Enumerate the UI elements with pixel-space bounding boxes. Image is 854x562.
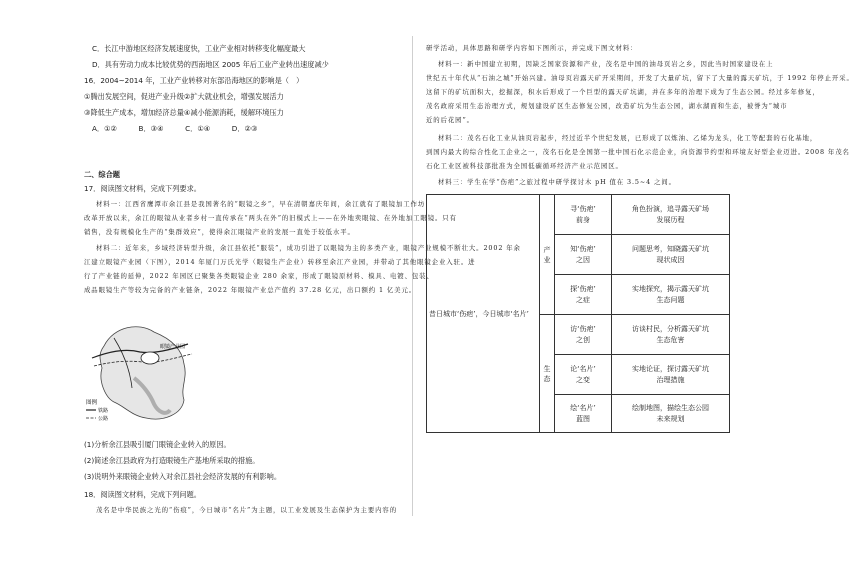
question-16: 16．2004~2014 年，工业产业转移对东部沿海地区的影响是（ ） bbox=[84, 76, 304, 85]
r-m2-line3: 石化工业区被科技部批准为全国低碳循环经济产业示范园区。 bbox=[426, 162, 623, 170]
option-c: C．长江中游地区经济发展速度快，工业产业相对转移变化幅度最大 bbox=[92, 44, 306, 53]
q17-m2-line1: 材料二：近年来，乡域经济转型升级，余江县依托“服装”，成功引进了以眼镜为主的多类产业，眼镜产业规模不断壮大。2002 年余 bbox=[96, 244, 521, 252]
q17-subq-1: (1)分析余江县吸引厦门眼镜企业转入的原因。 bbox=[84, 440, 231, 449]
r-top-line5: 茂名政府采用生态治理方式，规划建设矿区生态修复公园，改造矿坑为生态公园，湖水湖面和生态，被誉为“城市 bbox=[426, 102, 788, 110]
industrial-park-marker bbox=[141, 352, 159, 364]
r-top-line1: 研学活动，具体思路和研学内容如下图所示，并完成下图文材料： bbox=[426, 44, 638, 52]
table-ecology-cell: 生态 bbox=[540, 315, 555, 433]
table-step-6: 绘‘名片’ 蓝图 bbox=[555, 395, 612, 433]
q17-subq-2: (2)简述余江县政府为打造眼镜生产基地所采取的措施。 bbox=[84, 456, 260, 465]
legend-title: 图例 bbox=[86, 400, 98, 406]
table-task-3: 实地探究，揭示露天矿坑 生态问题 bbox=[612, 275, 730, 315]
q16-options: A．①② B．③④ C．①④ D．②③ bbox=[92, 124, 258, 133]
r-m2-line2: 到国内最大的综合性化工企业之一，茂名石化是全国第一批中国石化示范企业，向资源节约型和环境友好型企业迈进。2008 年茂名 bbox=[426, 148, 850, 156]
q17-m2-line4: 成品眼镜生产等较为完备的产业链条，2022 年眼镜产业总产值约 37.28 亿元，出口额约 1 亿美元。 bbox=[84, 286, 417, 294]
table-task-6: 绘制地图，描绘生态公园 未来规划 bbox=[612, 395, 730, 433]
r-top-line4: 这留下的矿坑面积大，挖掘深，积水后形成了一个巨型的露天矿坑湖，并在多年的治理下成为了生态公园。经过多年修复， bbox=[426, 88, 820, 96]
question-18: 18．阅读图文材料，完成下列问题。 bbox=[84, 490, 201, 499]
table-step-1: 寻‘伤疤’ 前身 bbox=[555, 195, 612, 235]
q17-m2-line2: 江建立眼镜产业园（下图），2014 年厦门万氏光学（眼镜生产企业）转移至余江产业园，并带动了其他眼镜企业入驻。进 bbox=[84, 258, 476, 266]
r-m3-line: 材料三：学生在学“伤疤”之旅过程中研学探讨木 pH 值在 3.5~4 之间。 bbox=[438, 178, 676, 186]
legend-road-label: 公路 bbox=[98, 416, 109, 422]
q17-m1-line3: 销售，没有规模化生产的“集群效应”，使得余江眼镜产业的发展一直处于较低水平。 bbox=[84, 228, 355, 236]
table-step-2: 知‘伤疤’ 之因 bbox=[555, 235, 612, 275]
table-theme-cell: 昔日城市‘伤疤’，今日城市‘名片’ bbox=[427, 195, 540, 433]
r-top-line2: 材料一：新中国建立初期，因缺乏国家资源和产业，茂名是中国的油母页岩之乡，因此当时国家建设在上 bbox=[438, 60, 774, 68]
map-park-label: 眼镜产业园 bbox=[160, 344, 186, 350]
q16-statement-1: ①腾出发展空间，促进产业升级②扩大就业机会，增强发展活力 bbox=[84, 92, 284, 101]
study-route-table bbox=[426, 194, 730, 433]
table-task-1: 角色扮演，追寻露天矿场 发展历程 bbox=[612, 195, 730, 235]
table-industry-cell: 产业 bbox=[540, 195, 555, 315]
r-top-line3: 世纪五十年代从“石油之城”开始兴建。油母页岩露天矿开采期间，开发了大量矿坑，留下了大量的露天矿坑，于 1992 年停止开采。 bbox=[426, 74, 854, 82]
yujiang-map-figure bbox=[84, 318, 204, 428]
q17-subq-3: (3)说明外来眼镜企业转入对余江县社会经济发展的有利影响。 bbox=[84, 472, 282, 481]
table-step-3: 探‘伤疤’ 之症 bbox=[555, 275, 612, 315]
option-d: D．具有劳动力成本比较优势的西南地区 2005 年后工业产业转出速度减少 bbox=[92, 60, 329, 69]
table-step-5: 论‘名片’ 之变 bbox=[555, 355, 612, 395]
county-outline bbox=[100, 327, 185, 419]
q17-m1-line1: 材料一：江西省鹰潭市余江县是我国著名的“眼镜之乡”，早在清朝嘉庆年间，余江就有了眼镜加工作坊； bbox=[96, 200, 433, 208]
table-step-4: 访‘伤疤’ 之创 bbox=[555, 315, 612, 355]
q18-intro: 茂名是中华民族之光的“伤痕”，今日城市“名片”为主题，以工业发展及生态保护为主要内容的 bbox=[96, 506, 398, 514]
section-title: 二、综合题 bbox=[84, 170, 120, 179]
q16-statement-2: ③降低生产成本，增加经济总量④减小能源消耗，缓解环境压力 bbox=[84, 108, 284, 117]
q17-m1-line2: 改革开放以来，余江的眼镜从业者乡村一直传承在“两头在外”的旧模式上——在外地卖眼镜、在外地加工眼镜。只有 bbox=[84, 214, 457, 222]
question-17: 17．阅读图文材料，完成下列要求。 bbox=[84, 184, 201, 193]
legend-railway-label: 铁路 bbox=[98, 408, 109, 414]
table-task-5: 实地论证，探讨露天矿坑 治理措施 bbox=[612, 355, 730, 395]
q17-m2-line3: 行了产业链的延伸，2022 年园区已聚集各类眼镜企业 280 余家，形成了眼镜原材料、模具、电镀、包装、 bbox=[84, 272, 434, 280]
r-m2-line1: 材料二：茂名石化工业从油页岩起步，经过近半个世纪发展，已形成了以炼油、乙烯为龙头，化工等配套的石化基地， bbox=[438, 134, 818, 142]
table-task-2: 问题思考，知晓露天矿坑 现状成因 bbox=[612, 235, 730, 275]
r-top-line6: 近的后花园”。 bbox=[426, 116, 474, 124]
table-task-4: 访谈村民，分析露天矿坑 生态危害 bbox=[612, 315, 730, 355]
